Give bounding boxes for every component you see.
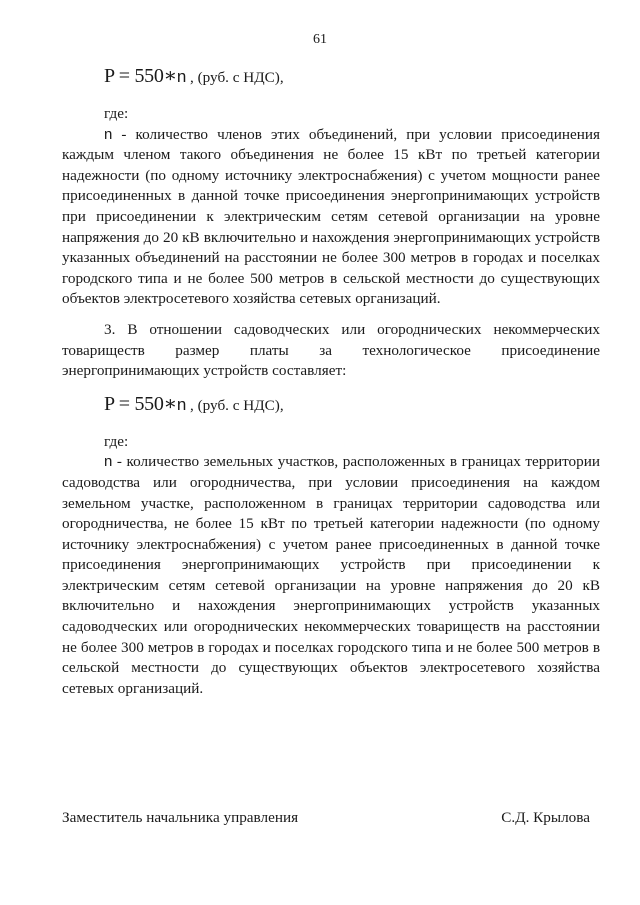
formula-1 (104, 66, 600, 96)
where-label-2: где: (104, 432, 129, 450)
formula-1-expression (104, 66, 186, 88)
paragraph-plots-text: - количество земельных участков, расположенных в границах территории садоводства или огородничества, при условии присоединения на каждом земельном участке, расположенном в границах территории садоводства или огородничества, не более 15 кВт по третьей категории надежности (по одному источнику электроснабжения) с учетом ранее присоединенных в данной точке присоединения энергопринимающих устройств при присоединении к электрическим сетям сетевой организации на уровне напряжения до 20 кВ включительно и нахождения энергопринимающих устройств указанных садоводческих или огороднических некоммерческих товариществ на расстоянии не более 300 метров в городах и поселках городского типа и не более 500 метров в сельской местности до существующих объектов электросетевого хозяйства сетевых организаций. (62, 453, 600, 697)
document-body (62, 66, 600, 699)
formula-2-prefix: P = 550∗ (104, 392, 177, 415)
formula-1-unit: , (руб. с НДС), (190, 69, 284, 86)
signature-position: Заместитель начальника управления (62, 809, 299, 826)
where-label-1: где: (104, 105, 129, 122)
page-number: 61 (313, 32, 327, 47)
formula-2-var: n (176, 394, 187, 414)
formula-1-var: n (176, 67, 187, 86)
signature-name: С.Д. Крылова (501, 809, 590, 826)
paragraph-section-3: 3. В отношении садоводческих или огороднических некоммерческих товариществ размер платы за технологическое присоединение энергопринимающих устройств составляет: (62, 320, 600, 380)
paragraph-members-definition (62, 125, 600, 310)
variable-n-1: n (104, 125, 113, 143)
signature-block (62, 808, 590, 829)
variable-n-2: n (104, 453, 113, 471)
formula-2-unit: , (руб. с НДС), (190, 396, 284, 414)
formula-2 (104, 394, 600, 424)
formula-2-expression (104, 394, 186, 416)
paragraph-plots-definition (62, 452, 600, 699)
formula-1-prefix: P = 550∗ (104, 65, 177, 87)
paragraph-members-text: - количество членов этих объединений, при условии присоединения каждым членом такого объединения не более 15 кВт по третьей категории надежности (по одному источнику электроснабжения) с учетом мощности ранее присоединенных в данной точке присоединения энергопринимающих устройств при присоединении к электрическим сетям сетевой организации на уровне напряжения до 20 кВ включительно и нахождения энергопринимающих устройств указанных объединений на расстоянии не более 300 метров в городах и поселках городского типа и не более 500 метров в сельской местности до существующих объектов электросетевого хозяйства сетевых организаций. (62, 125, 600, 308)
